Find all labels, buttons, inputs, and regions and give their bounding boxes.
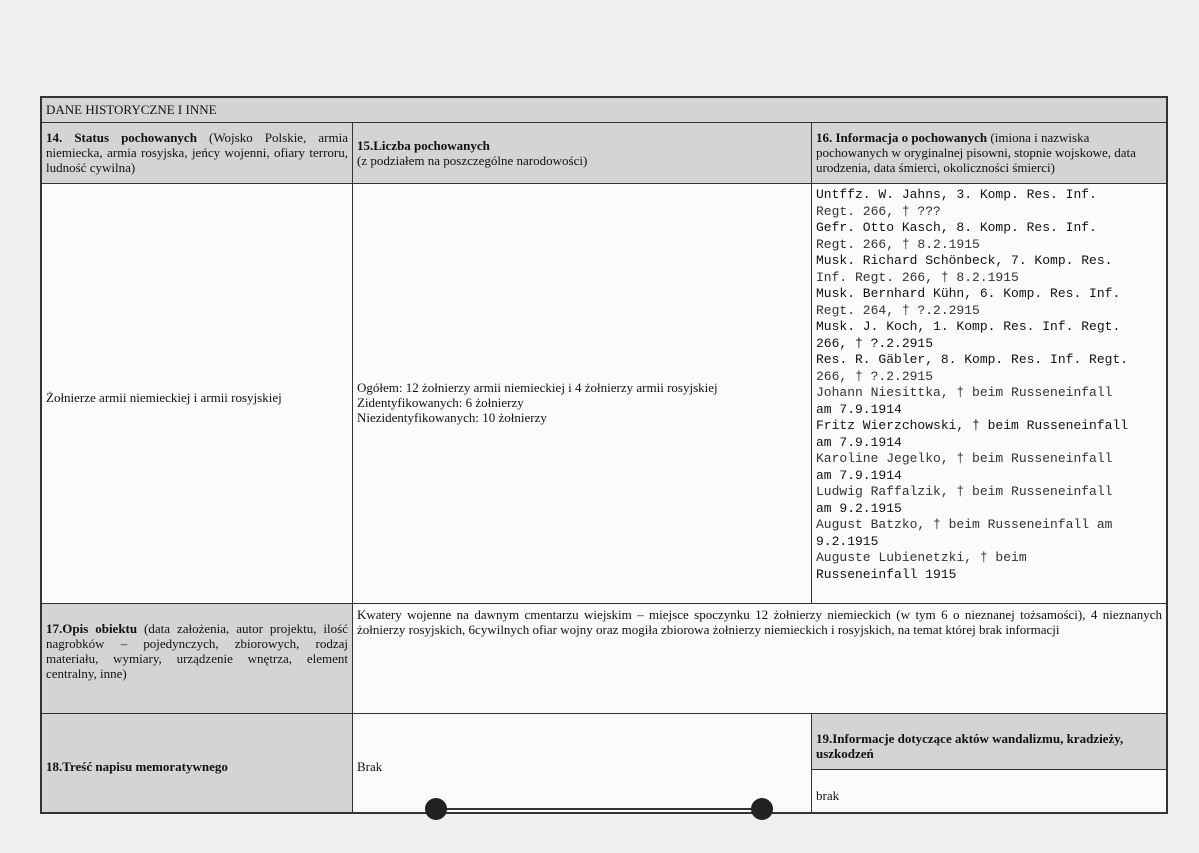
field-18-value-cell <box>352 713 812 813</box>
field-19-header <box>811 713 1167 770</box>
burial-entry: am 7.9.1914 <box>816 434 902 450</box>
burial-entry: am 9.2.1915 <box>816 500 902 516</box>
burial-entry: Inf. Regt. 266, † 8.2.1915 <box>816 269 1019 285</box>
burial-entry: Musk. Bernhard Kühn, 6. Komp. Res. Inf. <box>816 286 1121 301</box>
field-15-desc: (z podziałem na poszczególne narodowości) <box>357 152 588 168</box>
field-15-label: 15.Liczba pochowanych <box>357 138 490 153</box>
burial-entry: Johann Niesittka, † beim Russeneinfall <box>816 385 1113 400</box>
field-16-desc: (imiona i nazwiska pochowanych w oryginalnej pisowni, stopnie wojskowe, data urodzenia, data śmierci, okoliczności śmierci) <box>816 130 1136 175</box>
field-14-label: 14. Status pochowanych <box>46 130 197 145</box>
field-15-header <box>352 122 812 184</box>
burial-entry: Gefr. Otto Kasch, 8. Komp. Res. Inf. <box>816 220 1097 235</box>
field-14-desc: (Wojsko Polskie, armia niemiecka, armia rosyjska, jeńcy wojenni, ofiary terroru, ludność cywilna) <box>46 130 348 175</box>
binding-hole-left <box>425 798 447 820</box>
burial-entry: Regt. 266, † 8.2.1915 <box>816 236 980 252</box>
binding-hole-right <box>751 798 773 820</box>
field-18-value: Brak <box>357 758 383 774</box>
field-17-value-cell <box>352 603 1167 714</box>
burial-entry: Res. R. Gäbler, 8. Komp. Res. Inf. Regt. <box>816 352 1129 367</box>
burial-entry: 9.2.1915 <box>816 533 879 549</box>
burial-entry: Karoline Jegelko, † beim Russeneinfall <box>816 451 1113 466</box>
field-19-value-cell <box>811 769 1167 813</box>
field-15-line-identified: Zidentyfikowanych: 6 żołnierzy <box>357 395 524 411</box>
burial-entry: Fritz Wierzchowski, † beim Russeneinfall <box>816 418 1129 433</box>
section-header: DANE HISTORYCZNE I INNE <box>41 97 1167 123</box>
burial-entry: Regt. 266, † ??? <box>816 203 941 219</box>
field-17-value: Kwatery wojenne na dawnym cmentarzu wiejskim – miejsce spoczynku 12 żołnierzy niemieckich (w tym 6 o nieznanej tożsamości), 4 nieznanych żołnierzy rosyjskich, 6cywilnych ofiar wojny oraz mogiła zbiorowa żołnierzy niemieckich i rosyjskich, na temat której brak informacji <box>357 607 1162 637</box>
field-15-value-cell <box>352 183 812 604</box>
field-18-label: 18.Treść napisu memoratywnego <box>46 758 228 774</box>
burial-entry: Musk. Richard Schönbeck, 7. Komp. Res. <box>816 253 1113 268</box>
field-16-label: 16. Informacja o pochowanych <box>816 130 988 145</box>
field-14-header <box>41 122 353 184</box>
field-17-label: 17.Opis obiektu <box>46 621 138 636</box>
field-17-header <box>41 603 353 714</box>
burial-entry: Musk. J. Koch, 1. Komp. Res. Inf. Regt. <box>816 319 1121 334</box>
form-sheet <box>40 96 1168 814</box>
burial-entry: am 7.9.1914 <box>816 401 902 417</box>
burial-entry: Russeneinfall 1915 <box>816 566 957 582</box>
burial-entry: 266, † ?.2.2915 <box>816 368 934 384</box>
field-16-header <box>811 122 1167 184</box>
burial-entry: am 7.9.1914 <box>816 467 902 483</box>
field-14-value-cell <box>41 183 353 604</box>
burial-entry: 266, † ?.2.2915 <box>816 335 934 351</box>
burial-entry: Ludwig Raffalzik, † beim Russeneinfall <box>816 484 1113 499</box>
field-17-desc: (data założenia, autor projektu, ilość nagrobków – pojedynczych, zbiorowych, rodzaj materiału, wymiary, urządzenie wnętrza, element centralny, inne) <box>46 621 348 681</box>
field-19-value: brak <box>816 788 840 803</box>
field-14-value: Żołnierze armii niemieckiej i armii rosyjskiej <box>46 390 282 406</box>
field-15-line-unidentified: Niezidentyfikowanych: 10 żołnierzy <box>357 409 547 425</box>
burial-entry: Regt. 264, † ?.2.2915 <box>816 302 980 318</box>
binding-line <box>435 808 769 810</box>
burial-entry: Untffz. W. Jahns, 3. Komp. Res. Inf. <box>816 187 1097 202</box>
field-18-header <box>41 713 353 813</box>
burial-entry: August Batzko, † beim Russeneinfall am <box>816 517 1113 532</box>
field-15-line-total: Ogółem: 12 żołnierzy armii niemieckiej i 4 żołnierzy armii rosyjskiej <box>357 380 718 396</box>
field-19-label: 19.Informacje dotyczące aktów wandalizmu, kradzieży, uszkodzeń <box>816 731 1124 761</box>
field-16-value-cell <box>811 183 1167 604</box>
burial-entry: Auguste Lubienetzki, † beim <box>816 550 1027 565</box>
